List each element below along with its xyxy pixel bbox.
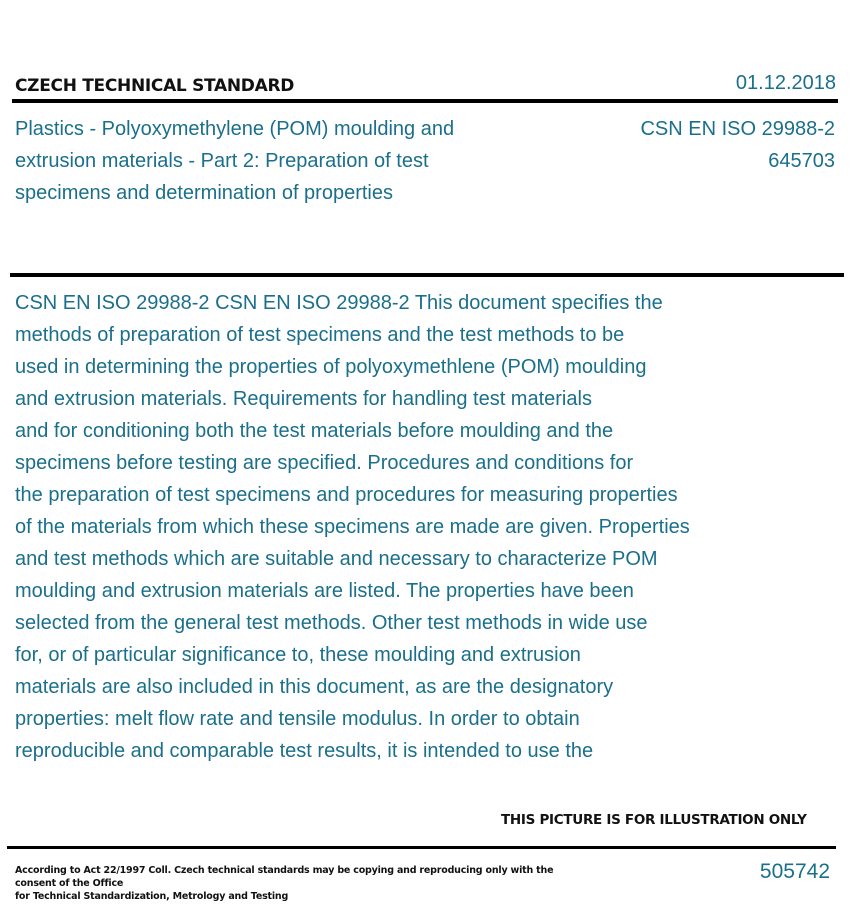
footer-divider <box>7 846 836 849</box>
footer-number: 505742 <box>759 860 830 883</box>
document-title <box>15 113 515 209</box>
abstract-line: materials are also included in this document, as are the designatory <box>15 676 614 698</box>
abstract-line: properties: melt flow rate and tensile modulus. In order to obtain <box>15 708 580 730</box>
legal-notice <box>15 864 585 903</box>
document-abstract <box>15 287 760 767</box>
document-code-block <box>640 113 835 177</box>
abstract-line: and extrusion materials. Requirements for handling test materials <box>15 388 592 410</box>
issue-date: 01.12.2018 <box>735 72 836 94</box>
title-divider <box>10 273 844 277</box>
illustration-notice: THIS PICTURE IS FOR ILLUSTRATION ONLY <box>501 812 807 828</box>
abstract-line: used in determining the properties of polyoxymethlene (POM) moulding <box>15 356 647 378</box>
abstract-line: and test methods which are suitable and necessary to characterize POM <box>15 548 658 570</box>
standard-code: CSN EN ISO 29988-2 <box>640 118 835 140</box>
standard-label: CZECH TECHNICAL STANDARD <box>15 76 295 96</box>
abstract-line: for, or of particular significance to, these moulding and extrusion <box>15 644 581 666</box>
abstract-line: reproducible and comparable test results, it is intended to use the <box>15 740 594 762</box>
abstract-line: the preparation of test specimens and procedures for measuring properties <box>15 484 678 506</box>
title-line: Plastics - Polyoxymethylene (POM) moulding and <box>15 118 455 140</box>
title-line: extrusion materials - Part 2: Preparation of test <box>15 150 429 172</box>
abstract-line: and for conditioning both the test materials before moulding and the <box>15 420 614 442</box>
abstract-line: specimens before testing are specified. Procedures and conditions for <box>15 452 634 474</box>
abstract-line: moulding and extrusion materials are listed. The properties have been <box>15 580 634 602</box>
abstract-line: CSN EN ISO 29988-2 CSN EN ISO 29988-2 This document specifies the <box>15 292 663 314</box>
title-line: specimens and determination of properties <box>15 182 393 204</box>
abstract-line: selected from the general test methods. Other test methods in wide use <box>15 612 648 634</box>
header-divider <box>12 99 838 103</box>
legal-line: for Technical Standardization, Metrology and Testing <box>15 891 289 902</box>
class-number: 645703 <box>768 150 835 172</box>
abstract-line: methods of preparation of test specimens and the test methods to be <box>15 324 625 346</box>
legal-line: According to Act 22/1997 Coll. Czech technical standards may be copying and reproducing only with the consent of the Office <box>15 865 554 889</box>
abstract-line: of the materials from which these specimens are made are given. Properties <box>15 516 690 538</box>
